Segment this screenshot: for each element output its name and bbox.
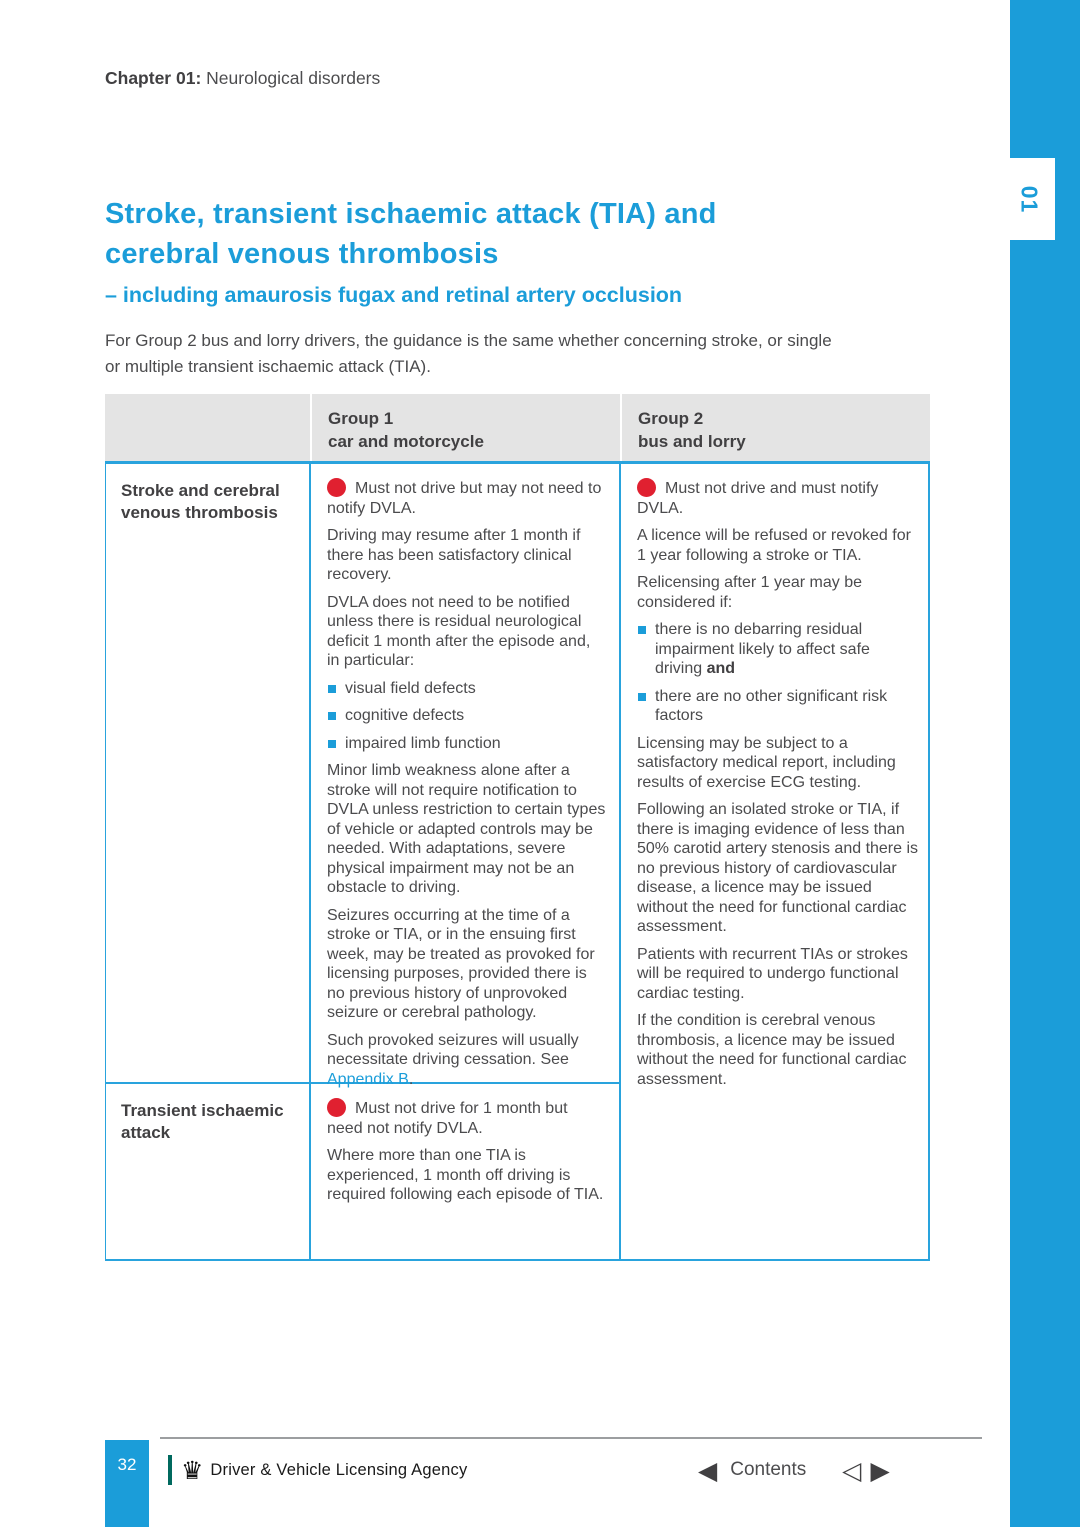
text-segment: there is no debarring residual impairment likely to affect safe driving [655,621,870,677]
contents-link[interactable]: Contents [730,1459,807,1480]
table-paragraph [327,1146,607,1205]
bullet-text [345,706,464,726]
bullet-item [327,734,607,754]
table-header-group2 [620,394,930,461]
guidance-table [105,394,930,1261]
condition-label-stroke: Stroke and cerebral venous thrombosis [106,464,311,1084]
table-paragraph [327,526,607,585]
text-segment: there are no other significant risk factors [655,687,888,724]
page-title-line1: Stroke, transient ischaemic attack (TIA) and [105,198,717,230]
next-page-button[interactable]: ▶ [870,1455,890,1485]
bullet-text [345,679,476,699]
text-segment: Must not drive for 1 month but need not notify DVLA. [327,1100,568,1137]
chapter-header [105,66,933,90]
bullet-text [345,734,501,754]
page-subtitle: – including amaurosis fugax and retinal artery occlusion [105,283,683,307]
table-paragraph [637,526,919,565]
text-segment: and [706,660,736,677]
group1-cell-tia [311,1084,621,1259]
text-segment: DVLA does not need to be notified unless there is residual neurological deficit 1 month after the episode and, in particular: [327,593,591,669]
bullet-square-icon [328,685,336,693]
table-paragraph [637,1011,919,1089]
text-segment: Seizures occurring at the time of a stroke or TIA, or in the ensuing first week, may be treated as provoked for licensing purposes, provided there is no previous history of unprovoked seizure or cerebral pathology. [327,906,595,1021]
must-not-drive-icon [327,478,346,497]
text-segment: . [408,1070,414,1088]
appendix-b-link[interactable]: Appendix B [327,1070,409,1088]
bullet-square-icon [638,626,646,634]
text-segment: If the condition is cerebral venous thrombosis, a licence may be issued without the need for functional cardiac assessment. [637,1012,907,1088]
text-segment: impaired limb function [345,734,501,752]
must-not-drive-icon [327,1098,346,1117]
bullet-item [327,706,607,726]
text-segment: Such provoked seizures will usually necessitate driving cessation. See [327,1031,579,1068]
text-segment: visual field defects [345,679,476,697]
text-segment: Must not drive and must notify DVLA. [637,480,879,517]
bullet-item [327,679,607,699]
chapter-name: Neurological disorders [201,68,381,88]
logo-teal-bar [168,1455,172,1485]
condition-label-tia: Transient ischaemic attack [106,1084,311,1259]
group2-subtitle: bus and lorry [638,432,746,451]
text-segment: Must not drive but may not need to notify DVLA. [327,480,602,517]
text-segment: Where more than one TIA is experienced, 1 month off driving is required following each episode of TIA. [327,1147,604,1203]
crown-icon: ♛ [181,1455,204,1485]
footer-divider [160,1437,982,1439]
table-paragraph [327,1098,607,1138]
text-segment: Relicensing after 1 year may be considered if: [637,574,862,611]
table-paragraph [327,478,607,518]
bullet-list [327,679,607,754]
text-segment: Following an isolated stroke or TIA, if there is imaging evidence of less than 50% carotid artery stenosis and there is no previous history of cardiovascular disease, a licence may be issued without the need for functional cardiac assessment. [637,801,919,935]
intro-paragraph: For Group 2 bus and lorry drivers, the guidance is the same whether concerning stroke, or single or multiple transient ischaemic attack (TIA). [105,331,832,376]
bullet-list [637,620,919,726]
page-title [105,194,933,274]
group2-title: Group 2 [638,409,704,428]
chapter-number: Chapter 01: [105,68,202,88]
group1-subtitle: car and motorcycle [328,432,484,451]
text-segment: A licence will be refused or revoked for 1 year following a stroke or TIA. [637,527,911,564]
table-paragraph [637,734,919,793]
group1-title: Group 1 [328,409,394,428]
table-paragraph [327,906,607,1023]
page-content [105,66,933,1261]
bullet-item [637,620,919,679]
bullet-item [637,687,919,726]
page-title-line2: cerebral venous thrombosis [105,238,499,270]
must-not-drive-icon [637,478,656,497]
text-segment: Driving may resume after 1 month if there has been satisfactory clinical recovery. [327,527,581,583]
table-paragraph [327,761,607,898]
prev-page-button[interactable]: ◁ [842,1455,862,1485]
bullet-text [655,687,919,726]
bullet-square-icon [328,740,336,748]
group2-cell-stroke [621,464,931,1259]
footer-navigation [698,1450,890,1490]
bullet-text [655,620,919,679]
table-body [105,464,930,1261]
dvla-logo [168,1450,467,1490]
bullet-square-icon [638,693,646,701]
table-paragraph [637,573,919,612]
contents-arrow-icon[interactable]: ◀ [698,1455,718,1485]
page-number-badge: 32 [105,1440,149,1527]
group1-cell-stroke [311,464,621,1088]
chapter-tab-label: 01 [1016,185,1043,213]
text-segment: Minor limb weakness alone after a stroke will not require notification to DVLA unless restriction to certain types of vehicle or adapted controls may be needed. With adaptations, severe physical impairment may not be an obstacle to driving. [327,762,606,896]
table-header-condition [105,394,310,461]
table-paragraph [637,478,919,518]
bullet-square-icon [328,712,336,720]
table-header-row [105,394,930,464]
agency-name: Driver & Vehicle Licensing Agency [210,1460,468,1479]
table-paragraph [637,945,919,1004]
table-header-group1 [310,394,620,461]
table-paragraph [327,593,607,671]
table-paragraph [637,800,919,937]
text-segment: cognitive defects [345,707,465,724]
table-paragraph [327,1031,607,1090]
chapter-tab-01[interactable] [1003,158,1055,240]
text-segment: Licensing may be subject to a satisfactory medical report, including results of exercise ECG testing. [637,734,896,791]
text-segment: Patients with recurrent TIAs or strokes will be required to undergo functional cardiac testing. [637,945,908,1002]
